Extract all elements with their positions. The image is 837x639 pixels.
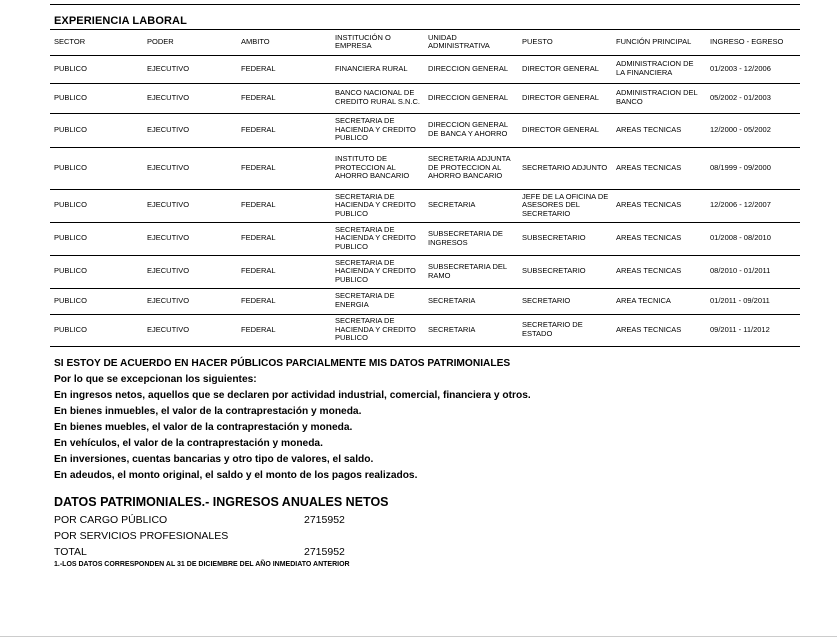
patrimoniales-row: [54, 512, 454, 528]
cell-ingreso-egreso: 05/2002 - 01/2003: [706, 83, 800, 113]
cell-puesto: SUBSECRETARIO: [518, 255, 612, 288]
cell-unidad: SECRETARIA: [424, 288, 518, 314]
table-row: [50, 113, 800, 147]
patrimoniales-label: POR CARGO PÚBLICO: [54, 514, 168, 526]
cell-unidad: DIRECCION GENERAL DE BANCA Y AHORRO: [424, 113, 518, 147]
cell-institucion: BANCO NACIONAL DE CREDITO RURAL S.N.C.: [331, 83, 424, 113]
table-row: [50, 288, 800, 314]
cell-poder: EJECUTIVO: [143, 55, 237, 83]
cell-ingreso-egreso: 01/2003 - 12/2006: [706, 55, 800, 83]
top-divider: [50, 4, 800, 5]
table-row: [50, 314, 800, 346]
header-unidad: UNIDAD ADMINISTRATIVA: [424, 30, 518, 55]
cell-unidad: SECRETARIA: [424, 189, 518, 222]
header-ingreso-egreso: INGRESO - EGRESO: [706, 30, 800, 55]
cell-institucion: SECRETARIA DE HACIENDA Y CREDITO PUBLICO: [331, 314, 424, 346]
cell-unidad: SECRETARIA ADJUNTA DE PROTECCION AL AHORRO BANCARIO: [424, 147, 518, 189]
cell-institucion: SECRETARIA DE ENERGIA: [331, 288, 424, 314]
cell-ingreso-egreso: 08/2010 - 01/2011: [706, 255, 800, 288]
table-row: [50, 189, 800, 222]
cell-funcion: AREAS TECNICAS: [612, 255, 706, 288]
cell-poder: EJECUTIVO: [143, 83, 237, 113]
consent-line: En inversiones, cuentas bancarias y otro tipo de valores, el saldo.: [54, 454, 374, 465]
cell-ingreso-egreso: 09/2011 - 11/2012: [706, 314, 800, 346]
patrimoniales-value: 2715952: [304, 514, 345, 526]
cell-funcion: AREAS TECNICAS: [612, 147, 706, 189]
table-row: [50, 55, 800, 83]
cell-ingreso-egreso: 12/2006 - 12/2007: [706, 189, 800, 222]
cell-ingreso-egreso: 12/2000 - 05/2002: [706, 113, 800, 147]
cell-funcion: ADMINISTRACION DE LA FINANCIERA: [612, 55, 706, 83]
cell-ambito: FEDERAL: [237, 288, 331, 314]
patrimoniales-label: POR SERVICIOS PROFESIONALES: [54, 530, 229, 542]
cell-institucion: FINANCIERA RURAL: [331, 55, 424, 83]
cell-ambito: FEDERAL: [237, 147, 331, 189]
header-puesto: PUESTO: [518, 30, 612, 55]
cell-sector: PUBLICO: [50, 113, 143, 147]
cell-unidad: DIRECCION GENERAL: [424, 83, 518, 113]
cell-ambito: FEDERAL: [237, 189, 331, 222]
cell-sector: PUBLICO: [50, 83, 143, 113]
table-row: [50, 222, 800, 255]
cell-sector: PUBLICO: [50, 255, 143, 288]
header-funcion: FUNCIÓN PRINCIPAL: [612, 30, 706, 55]
cell-poder: EJECUTIVO: [143, 288, 237, 314]
cell-puesto: SECRETARIO ADJUNTO: [518, 147, 612, 189]
cell-poder: EJECUTIVO: [143, 222, 237, 255]
consent-line: En bienes muebles, el valor de la contraprestación y moneda.: [54, 422, 353, 433]
cell-ambito: FEDERAL: [237, 255, 331, 288]
consent-line: Por lo que se excepcionan los siguientes:: [54, 374, 257, 385]
cell-funcion: AREAS TECNICAS: [612, 314, 706, 346]
cell-institucion: SECRETARIA DE HACIENDA Y CREDITO PUBLICO: [331, 255, 424, 288]
cell-funcion: AREAS TECNICAS: [612, 222, 706, 255]
cell-poder: EJECUTIVO: [143, 113, 237, 147]
table-row: [50, 255, 800, 288]
cell-sector: PUBLICO: [50, 147, 143, 189]
cell-sector: PUBLICO: [50, 189, 143, 222]
cell-sector: PUBLICO: [50, 222, 143, 255]
table-header-row: [50, 30, 800, 55]
cell-ambito: FEDERAL: [237, 55, 331, 83]
cell-poder: EJECUTIVO: [143, 314, 237, 346]
cell-puesto: SUBSECRETARIO: [518, 222, 612, 255]
cell-unidad: SUBSECRETARIA DE INGRESOS: [424, 222, 518, 255]
cell-sector: PUBLICO: [50, 55, 143, 83]
consent-line: En adeudos, el monto original, el saldo y el monto de los pagos realizados.: [54, 470, 418, 481]
cell-unidad: DIRECCION GENERAL: [424, 55, 518, 83]
consent-line: En bienes inmuebles, el valor de la contraprestación y moneda.: [54, 406, 362, 417]
consent-heading: SI ESTOY DE ACUERDO EN HACER PÚBLICOS PARCIALMENTE MIS DATOS PATRIMONIALES: [54, 358, 511, 369]
cell-poder: EJECUTIVO: [143, 147, 237, 189]
experiencia-table: [50, 30, 800, 347]
footnote: 1.-LOS DATOS CORRESPONDEN AL 31 DE DICIEMBRE DEL AÑO INMEDIATO ANTERIOR: [54, 561, 350, 568]
cell-puesto: SECRETARIO: [518, 288, 612, 314]
table-row: [50, 147, 800, 189]
cell-poder: EJECUTIVO: [143, 189, 237, 222]
cell-puesto: JEFE DE LA OFICINA DE ASESORES DEL SECRETARIO: [518, 189, 612, 222]
cell-funcion: AREA TECNICA: [612, 288, 706, 314]
cell-ambito: FEDERAL: [237, 222, 331, 255]
patrimoniales-title: DATOS PATRIMONIALES.- INGRESOS ANUALES NETOS: [54, 495, 389, 509]
cell-institucion: SECRETARIA DE HACIENDA Y CREDITO PUBLICO: [331, 113, 424, 147]
table-row: [50, 83, 800, 113]
cell-ingreso-egreso: 01/2011 - 09/2011: [706, 288, 800, 314]
cell-ingreso-egreso: 08/1999 - 09/2000: [706, 147, 800, 189]
patrimoniales-value: 2715952: [304, 546, 345, 558]
cell-funcion: ADMINISTRACION DEL BANCO: [612, 83, 706, 113]
cell-ingreso-egreso: 01/2008 - 08/2010: [706, 222, 800, 255]
cell-puesto: DIRECTOR GENERAL: [518, 55, 612, 83]
consent-line: En vehículos, el valor de la contraprestación y moneda.: [54, 438, 323, 449]
cell-poder: EJECUTIVO: [143, 255, 237, 288]
patrimoniales-row: [54, 544, 454, 560]
cell-sector: PUBLICO: [50, 288, 143, 314]
header-sector: SECTOR: [50, 30, 143, 55]
header-poder: PODER: [143, 30, 237, 55]
experiencia-title: EXPERIENCIA LABORAL: [54, 15, 187, 27]
cell-ambito: FEDERAL: [237, 314, 331, 346]
patrimoniales-label: TOTAL: [54, 546, 87, 558]
patrimoniales-list: [54, 512, 454, 560]
cell-puesto: DIRECTOR GENERAL: [518, 83, 612, 113]
consent-line: En ingresos netos, aquellos que se declaren por actividad industrial, comercial, financiera y otros.: [54, 390, 531, 401]
cell-institucion: SECRETARIA DE HACIENDA Y CREDITO PUBLICO: [331, 222, 424, 255]
patrimoniales-row: [54, 528, 454, 544]
header-ambito: AMBITO: [237, 30, 331, 55]
header-institucion: INSTITUCIÓN O EMPRESA: [331, 30, 424, 55]
cell-institucion: INSTITUTO DE PROTECCION AL AHORRO BANCARIO: [331, 147, 424, 189]
cell-ambito: FEDERAL: [237, 83, 331, 113]
cell-unidad: SECRETARIA: [424, 314, 518, 346]
cell-puesto: DIRECTOR GENERAL: [518, 113, 612, 147]
cell-unidad: SUBSECRETARIA DEL RAMO: [424, 255, 518, 288]
cell-funcion: AREAS TECNICAS: [612, 189, 706, 222]
cell-sector: PUBLICO: [50, 314, 143, 346]
cell-puesto: SECRETARIO DE ESTADO: [518, 314, 612, 346]
cell-ambito: FEDERAL: [237, 113, 331, 147]
cell-funcion: AREAS TECNICAS: [612, 113, 706, 147]
consent-statement: [54, 356, 794, 484]
page-bottom-divider: [0, 636, 837, 637]
cell-institucion: SECRETARIA DE HACIENDA Y CREDITO PUBLICO: [331, 189, 424, 222]
